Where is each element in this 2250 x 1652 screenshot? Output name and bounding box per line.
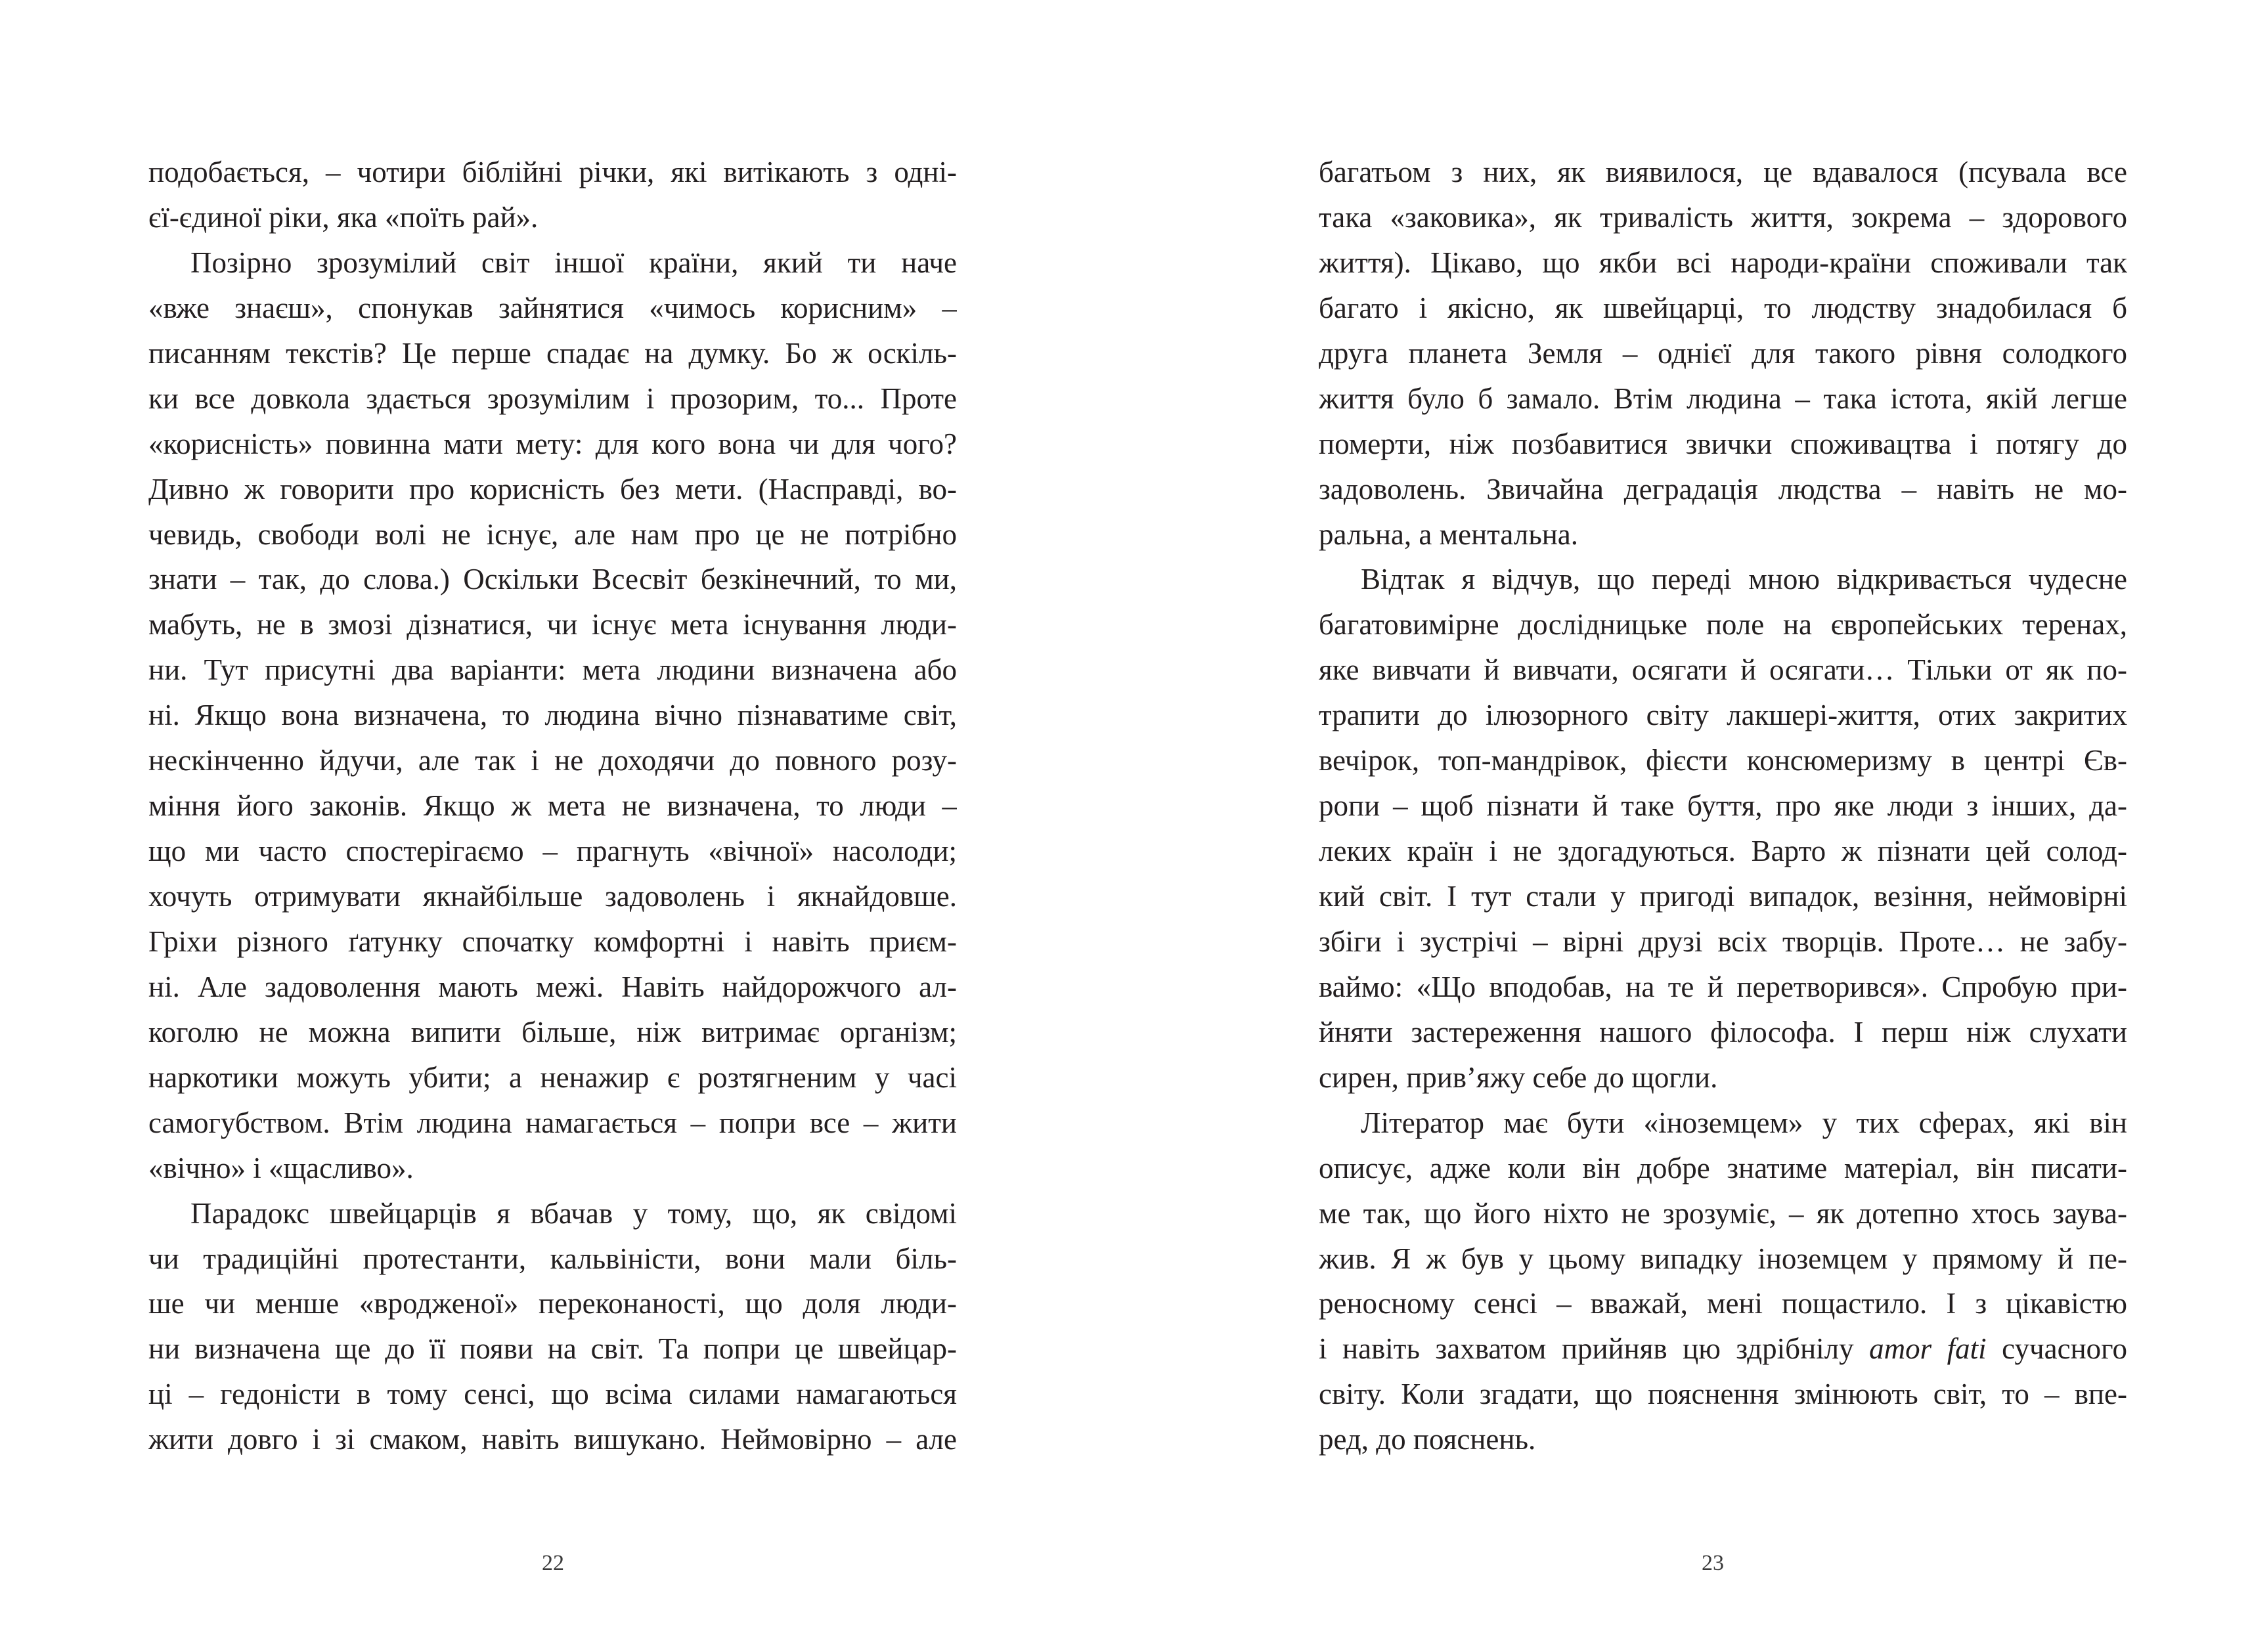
text-line: померти, ніж позбавитися звички споживацтва і потягу до <box>1319 427 2127 460</box>
page-number-right: 23 <box>1702 1551 1724 1575</box>
text-line: нескінченно йдучи, але так і не доходячи до повного розу- <box>148 744 957 777</box>
text-line: трапити до ілюзорного світу лакшері-життя, отих закритих <box>1319 699 2127 732</box>
text-line: «вічно» і «щасливо». <box>148 1151 414 1185</box>
text-line: ред, до пояснень. <box>1319 1423 1536 1456</box>
text-line: багато і якісно, як швейцарці, то людству знадобилася б <box>1319 291 2127 324</box>
text-line: знати – так, до слова.) Оскільки Всесвіт безкінечний, то ми, <box>148 563 957 596</box>
text-line: багатовимірне дослідницьке поле на європейських теренах, <box>1319 608 2127 641</box>
text-line: мабуть, не в змозі дізнатися, чи існує мета існування люди- <box>148 608 957 641</box>
text-line: жив. Я ж був у цьому випадку іноземцем у прямому й пе- <box>1319 1242 2127 1275</box>
text-line: єї-єдиної ріки, яка «поїть рай». <box>148 200 539 234</box>
text-line: хочуть отримувати якнайбільше задоволень і якнайдовше. <box>148 880 957 913</box>
text-line: Парадокс швейцарців я вбачав у тому, що, як свідомі <box>190 1196 957 1230</box>
italic-phrase: amor fati <box>1869 1332 1987 1366</box>
text-line: збіги і зустрічі – вірні друзі всіх творців. Проте… не забу- <box>1319 924 2127 958</box>
left-page-text <box>148 150 957 1462</box>
text-line: чи традиційні протестанти, кальвіністи, вони мали біль- <box>148 1242 957 1275</box>
page-number-left: 22 <box>542 1551 564 1575</box>
text-run: і навіть захватом прийняв цю здрібнілу <box>1319 1332 1870 1366</box>
right-page <box>1125 0 2250 1652</box>
text-line: ни визначена ще до її появи на світ. Та попри це швейцар- <box>148 1332 957 1366</box>
text-line: така «заковика», як тривалість життя, зокрема – здорового <box>1319 200 2127 234</box>
text-line: чевидь, свободи волі не існує, але нам про це не потрібно <box>148 517 957 551</box>
text-line: «корисність» повинна мати мету: для кого вона чи для чого? <box>148 427 957 460</box>
text-line: ки все довкола здається зрозумілим і прозорим, то... Проте <box>148 381 957 415</box>
text-run: сучасного <box>1986 1332 2127 1366</box>
text-line: жити довго і зі смаком, навіть вишукано. Неймовірно – але <box>148 1423 957 1456</box>
text-line: «вже знаєш», спонукав зайнятися «чимось корисним» – <box>148 291 957 324</box>
text-line: ні. Якщо вона визначена, то людина вічно пізнаватиме світ, <box>148 699 957 732</box>
text-line: ни. Тут присутні два варіанти: мета людини визначена або <box>148 653 957 687</box>
text-line: реносному сенсі – вважай, мені пощастило. І з цікавістю <box>1319 1287 2127 1320</box>
text-line <box>1319 1326 2127 1372</box>
text-line: життя). Цікаво, що якби всі народи-країни споживали так <box>1319 246 2127 279</box>
text-line: міння його законів. Якщо ж мета не визначена, то люди – <box>148 789 957 823</box>
text-line: ваймо: «Що вподобав, на те й перетворився». Спробую при- <box>1319 970 2127 1003</box>
text-line: ці – гедоністи в тому сенсі, що всіма силами намагаються <box>148 1378 957 1411</box>
text-line: писанням текстів? Це перше спадає на думку. Бо ж оскіль- <box>148 336 957 370</box>
text-line: багатьом з них, як виявилося, це вдавалося (псувала все <box>1319 156 2127 188</box>
text-line: подобається, – чотири біблійні річки, які витікають з одні- <box>148 156 957 188</box>
text-line: самогубством. Втім людина намагається – попри все – жити <box>148 1106 957 1139</box>
text-line: задоволень. Звичайна деградація людства – навіть не мо- <box>1319 472 2127 506</box>
text-line: життя було б замало. Втім людина – така істота, якій легше <box>1319 381 2127 415</box>
text-line: сирен, прив’яжу себе до щогли. <box>1319 1060 1718 1094</box>
text-line: Позірно зрозумілий світ іншої країни, який ти наче <box>190 246 957 279</box>
text-line: друга планета Земля – однієї для такого рівня солодкого <box>1319 336 2127 370</box>
text-line: описує, адже коли він добре знатиме матеріал, він писати- <box>1319 1151 2127 1185</box>
text-line: коголю не можна випити більше, ніж витримає організм; <box>148 1015 957 1049</box>
right-page-text <box>1319 150 2127 1462</box>
text-line: Літератор має бути «іноземцем» у тих сферах, які він <box>1361 1106 2127 1139</box>
text-line: яке вивчати й вивчати, осягати й осягати… Тільки от як по- <box>1319 653 2127 687</box>
text-line: ральна, а ментальна. <box>1319 517 1579 551</box>
text-line: ше чи менше «вродженої» переконаності, що доля люди- <box>148 1287 957 1320</box>
text-line: вечірок, топ-мандрівок, фієсти консюмеризму в центрі Єв- <box>1319 744 2127 777</box>
text-line: леких країн і не здогадуються. Варто ж пізнати цей солод- <box>1319 835 2127 868</box>
text-line: світу. Коли згадати, що пояснення змінюють світ, то – впе- <box>1319 1378 2127 1411</box>
text-line: ропи – щоб пізнати й таке буття, про яке люди з інших, да- <box>1319 789 2127 823</box>
text-line: ні. Але задоволення мають межі. Навіть найдорожчого ал- <box>148 970 957 1003</box>
text-line: ме так, що його ніхто не зрозуміє, – як дотепно хтось заува- <box>1319 1196 2127 1230</box>
text-line: кий світ. І тут стали у пригоді випадок, везіння, неймовірні <box>1319 880 2127 913</box>
text-line: що ми часто спостерігаємо – прагнуть «вічної» насолоди; <box>148 835 957 868</box>
text-line: Дивно ж говорити про корисність без мети. (Насправді, во- <box>148 472 957 506</box>
text-line: наркотики можуть убити; а ненажир є розтягненим у часі <box>148 1060 957 1094</box>
text-line: Гріхи різного ґатунку спочатку комфортні і навіть приєм- <box>148 924 957 958</box>
text-line: йняти застереження нашого філософа. І перш ніж слухати <box>1319 1015 2127 1049</box>
text-line: Відтак я відчув, що переді мною відкривається чудесне <box>1361 563 2127 596</box>
